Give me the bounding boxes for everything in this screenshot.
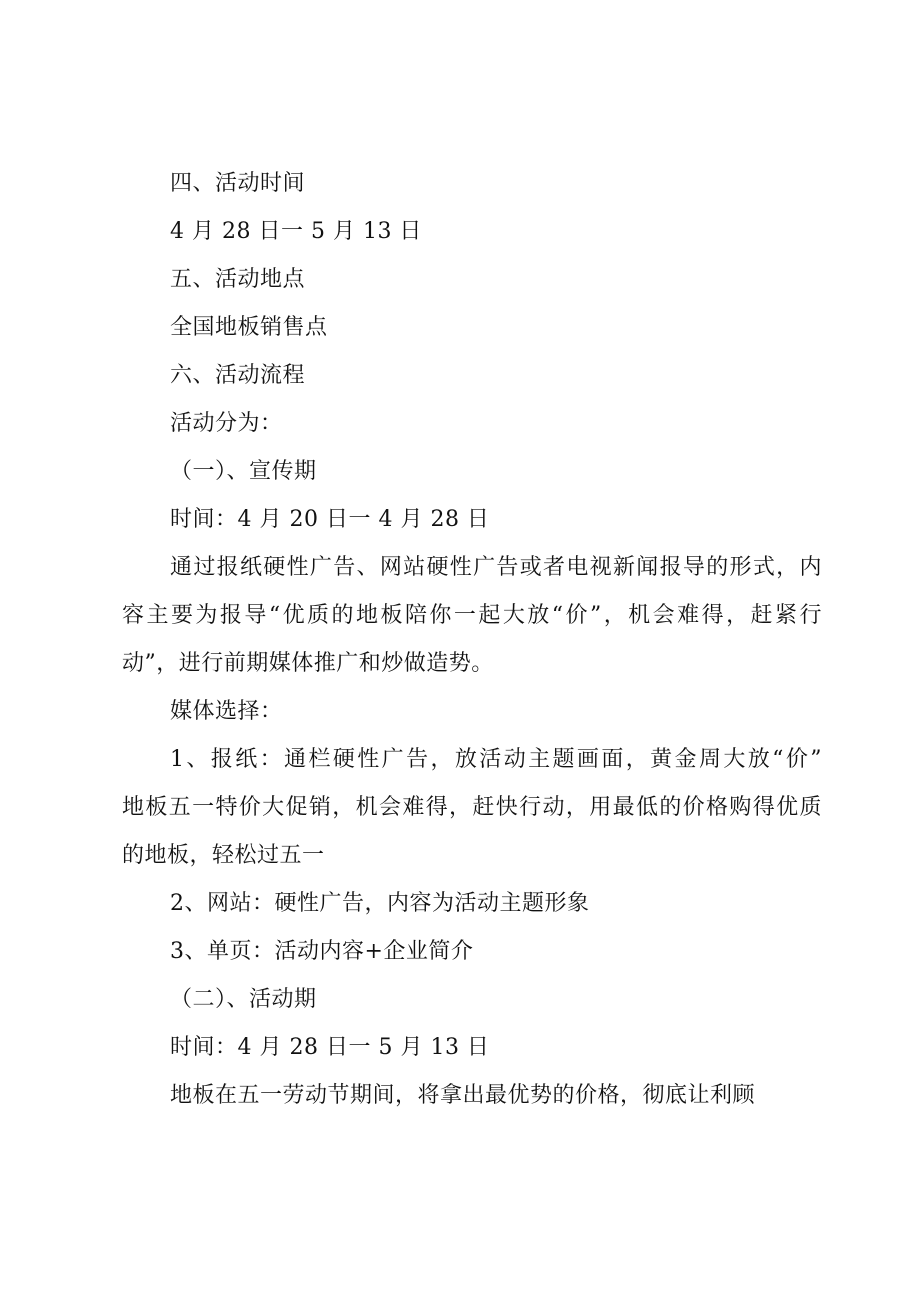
activity-location-value: 全国地板销售点 bbox=[170, 315, 328, 340]
promotion-period-time: 时间：4 月 20 日一 4 月 28 日 bbox=[170, 507, 490, 532]
media-selection-label: 媒体选择： bbox=[170, 699, 283, 724]
list-item-flyer: 3、单页：活动内容+企业简介 bbox=[170, 939, 474, 964]
heading-activity-location: 五、活动地点 bbox=[170, 267, 306, 292]
activity-divided-label: 活动分为： bbox=[170, 411, 283, 436]
list-item-newspaper: 1、报纸：通栏硬性广告，放活动主题画面，黄金周大放“价” bbox=[170, 747, 822, 772]
paragraph-line: 容主要为报导“优质的地板陪你一起大放“价”，机会难得，赶紧行 bbox=[122, 603, 822, 628]
list-item-website: 2、网站：硬性广告，内容为活动主题形象 bbox=[170, 891, 590, 916]
paragraph-line: 通过报纸硬性广告、网站硬性广告或者电视新闻报导的形式，内 bbox=[170, 555, 822, 580]
heading-activity-process: 六、活动流程 bbox=[170, 363, 306, 388]
list-item-newspaper-end: 的地板，轻松过五一 bbox=[122, 843, 325, 868]
event-period-time: 时间：4 月 28 日一 5 月 13 日 bbox=[170, 1035, 490, 1060]
heading-event-period: （二）、活动期 bbox=[170, 987, 317, 1012]
heading-promotion-period: （一）、宣传期 bbox=[170, 459, 317, 484]
list-item-newspaper-cont: 地板五一特价大促销，机会难得，赶快行动，用最低的价格购得优质 bbox=[122, 795, 822, 820]
heading-activity-time: 四、活动时间 bbox=[170, 171, 306, 196]
paragraph-line: 地板在五一劳动节期间，将拿出最优势的价格，彻底让利顾 bbox=[170, 1083, 756, 1108]
activity-time-value: 4 月 28 日一 5 月 13 日 bbox=[170, 219, 422, 244]
paragraph-line: 动”，进行前期媒体推广和炒做造势。 bbox=[122, 651, 494, 676]
